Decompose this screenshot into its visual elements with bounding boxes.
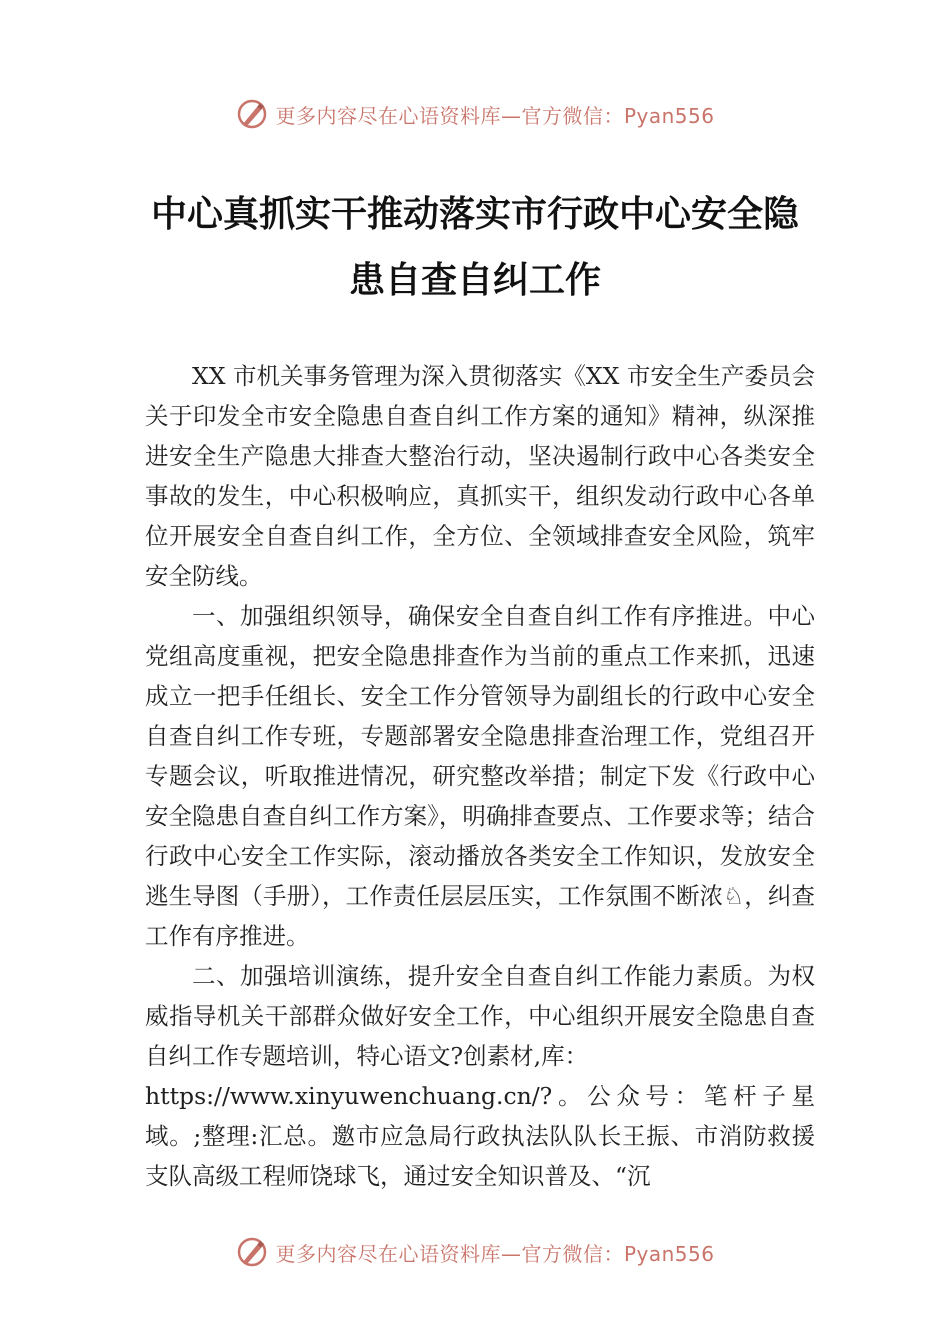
- paragraph-section-2-url: https://www.xinyuwenchuang.cn/?。公众号：笔杆子星: [145, 1082, 815, 1110]
- watermark-banner-bottom: [0, 1232, 950, 1272]
- document-body: [145, 356, 815, 1196]
- paragraph-section-2-part-2: 域。;整理:汇总。邀市应急局行政执法队队长王振、市消防救援支队高级工程师饶球飞，通过安全知识普及、“沉: [145, 1122, 815, 1190]
- paragraph-intro: XX 市机关事务管理为深入贯彻落实《XX 市安全生产委员会关于印发全市安全隐患自查自纠工作方案的通知》精神，纵深推进安全生产隐患大排查大整治行动，坚决遏制行政中心各类安全事故的发生，中心积极响应，真抓实干，组织发动行政中心各单位开展安全自查自纠工作，全方位、全领域排查安全风险，筑牢安全防线。: [145, 362, 815, 590]
- pen-logo-icon: [235, 1235, 269, 1269]
- watermark-text: 更多内容尽在心语资料库—官方微信：Pyan556: [275, 1241, 715, 1266]
- paragraph-section-1: 一、加强组织领导，确保安全自查自纠工作有序推进。中心党组高度重视，把安全隐患排查作为当前的重点工作来抓，迅速成立一把手任组长、安全工作分管领导为副组长的行政中心安全自查自纠工作专班，专题部署安全隐患排查治理工作，党组召开专题会议，听取推进情况，研究整改举措；制定下发《行政中心安全隐患自查自纠工作方案》，明确排查要点、工作要求等；结合行政中心安全工作实际，滚动播放各类安全工作知识，发放安全逃生导图（手册），工作责任层层压实，工作氛围不断浓♘，纠查工作有序推进。: [145, 602, 815, 950]
- paragraph-section-2-part-1: 二、加强培训演练，提升安全自查自纠工作能力素质。为权威指导机关干部群众做好安全工作，中心组织开展安全隐患自查自纠工作专题培训，特心语文?创素材,库：: [145, 962, 815, 1070]
- document-title-line-1: 中心真抓实干推动落实市行政中心安全隐: [150, 193, 799, 235]
- watermark-banner-top: [0, 94, 950, 134]
- pen-logo-icon: [235, 97, 269, 131]
- watermark-text: 更多内容尽在心语资料库—官方微信：Pyan556: [275, 103, 715, 128]
- document-title-line-2: 患自查自纠工作: [348, 259, 601, 301]
